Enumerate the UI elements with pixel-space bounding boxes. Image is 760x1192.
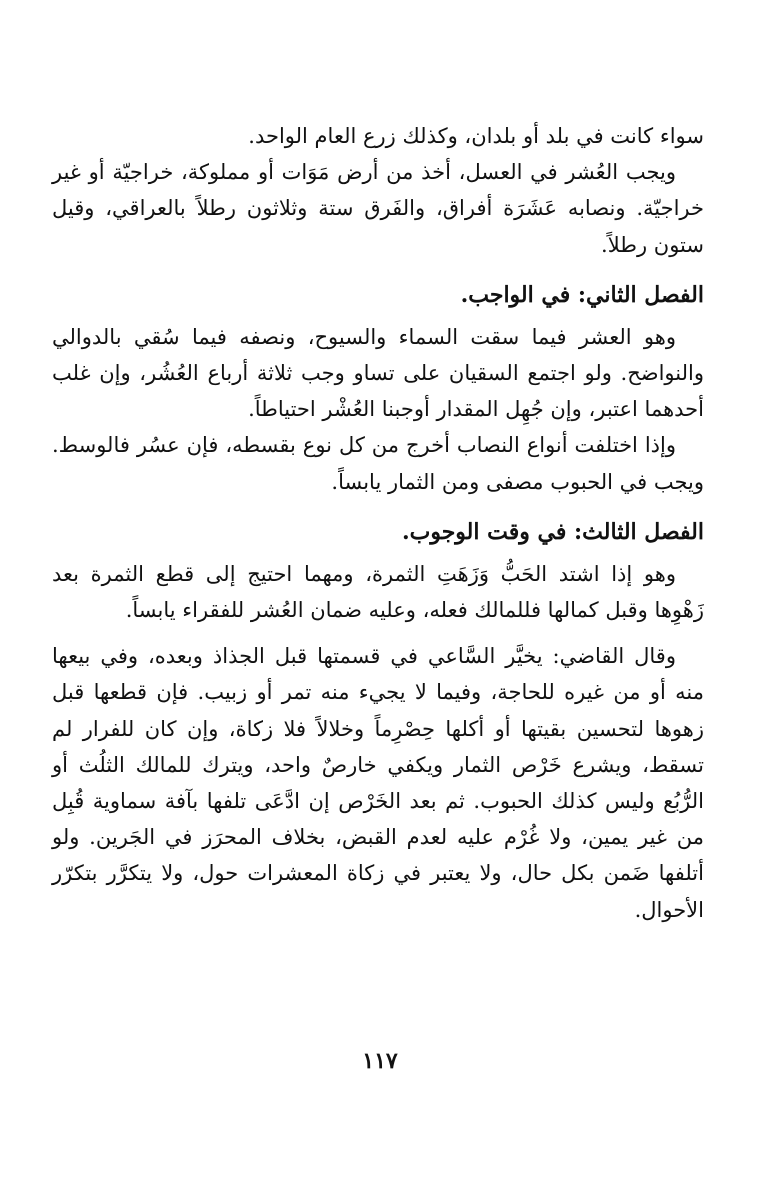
page-number: ١١٧ (362, 1048, 398, 1074)
section-heading-obligatory: الفصل الثاني: في الواجب. (460, 281, 704, 308)
paragraph-nisab-types: وإذا اختلفت أنواع النصاب أخرج من كل نوع بقسطه، فإن عسُر فالوسط. ويجب في الحبوب مصفى ومن الثمار يابساً. (52, 433, 704, 494)
paragraph-gap (52, 628, 704, 638)
paragraph-ripening: وهو إذا اشتد الحَبُّ وَزَهَتِ الثمرة، ومهما احتيج إلى قطع الثمرة بعد زَهْوِها وقبل كمالها فللمالك فعله، وعليه ضمان العُشر للفقراء يابساً. (52, 561, 704, 623)
paragraph-continuation: سواء كانت في بلد أو بلدان، وكذلك زرع العام الواحد. (248, 124, 704, 148)
paragraph-qadi-opinion: وقال القاضي: يخيَّر السَّاعي في قسمتها قبل الجذاذ وبعده، وفي بيعها منه أو من غيره للحاجة، وفيما لا يجيء منه تمر أو زبيب. فإن قطعها قبل زهوها لتحسين بقيتها أو أكلها حِصْرِماً وخلالاً فلا زكاة، وإن كان للفرار لم تسقط، ويشرع خَرْص الثمار ويكفي خارصٌ واحد، ويترك للمالك الثلُث أو الرُّبُع وليس كذلك الحبوب. ثم بعد الخَرْص إن ادَّعَى تلفها بآفة سماوية قُبِل من غير يمين، ولا غُرْم عليه لعدم القبض، بخلاف المحرَز في الجَرين. ولو أتلفها ضَمن بكل حال، ولا يعتبر في زكاة المعشرات حول، ولا يتكرَّر بتكرّر الأحوال. (52, 644, 704, 922)
paragraph-tithe-amount: وهو العشر فيما سقت السماء والسيوح، ونصفه فيما سُقي بالدوالي والنواضح. ولو اجتمع السقيان على تساو وجب ثلاثة أرباع العُشُر، وإن غلب أحدهما اعتبر، وإن جُهِل المقدار أوجبنا العُشْر احتياطاً. (52, 324, 704, 422)
paragraph-honey-tithe: ويجب العُشر في العسل، أخذ من أرض مَوَات أو مملوكة، خراجيّة أو غير خراجيّة. ونصابه عَشَرَة أفراق، والفَرق ستة وثلاثون رطلاً بالعراقي، وقيل ستون رطلاً. (52, 160, 704, 257)
section-heading-time: الفصل الثالث: في وقت الوجوب. (401, 518, 704, 545)
